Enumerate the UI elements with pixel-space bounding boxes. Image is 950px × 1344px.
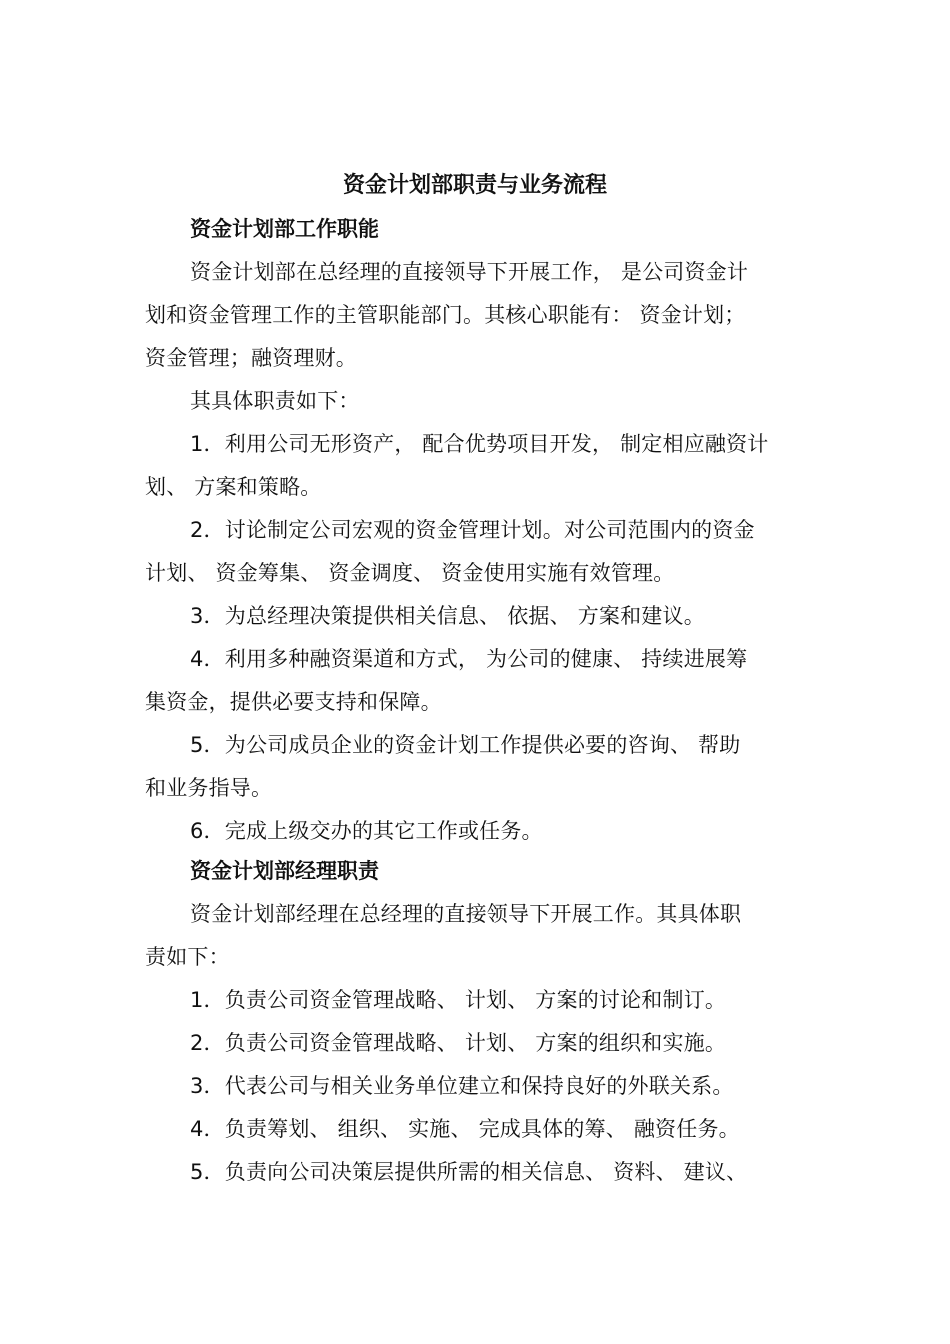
list-item: 1．负责公司资金管理战略、 计划、 方案的讨论和制订。 [190, 988, 727, 1012]
paragraph-line: 责如下： [145, 945, 230, 969]
list-item: 6．完成上级交办的其它工作或任务。 [190, 819, 543, 843]
document-title: 资金计划部职责与业务流程 [342, 173, 607, 198]
paragraph-line: 资金计划部在总经理的直接领导下开展工作， 是公司资金计 [190, 260, 749, 284]
list-item-continuation: 集资金，提供必要支持和保障。 [145, 690, 442, 714]
list-item: 2．讨论制定公司宏观的资金管理计划。对公司范围内的资金 [190, 518, 755, 542]
list-item-continuation: 划、 方案和策略。 [145, 475, 322, 499]
section-heading-manager-duties: 资金计划部经理职责 [190, 859, 379, 883]
paragraph-line: 资金管理；融资理财。 [145, 346, 357, 370]
list-item: 3．代表公司与相关业务单位建立和保持良好的外联关系。 [190, 1074, 734, 1098]
paragraph-line: 其具体职责如下： [190, 389, 360, 413]
list-item: 4．利用多种融资渠道和方式， 为公司的健康、 持续进展筹 [190, 647, 748, 671]
list-item-continuation: 和业务指导。 [145, 776, 273, 800]
list-item-continuation: 计划、 资金筹集、 资金调度、 资金使用实施有效管理。 [145, 561, 675, 585]
list-item: 2．负责公司资金管理战略、 计划、 方案的组织和实施。 [190, 1031, 727, 1055]
list-item: 4．负责筹划、 组织、 实施、 完成具体的筹、 融资任务。 [190, 1117, 740, 1141]
list-item: 5．负责向公司决策层提供所需的相关信息、 资料、 建议、 [190, 1160, 748, 1184]
section-heading-functions: 资金计划部工作职能 [190, 217, 379, 241]
paragraph-line: 资金计划部经理在总经理的直接领导下开展工作。其具体职 [190, 902, 742, 926]
list-item: 1．利用公司无形资产， 配合优势项目开发， 制定相应融资计 [190, 432, 769, 456]
paragraph-line: 划和资金管理工作的主管职能部门。其核心职能有： 资金计划； [145, 303, 746, 327]
list-item: 5．为公司成员企业的资金计划工作提供必要的咨询、 帮助 [190, 733, 741, 757]
list-item: 3．为总经理决策提供相关信息、 依据、 方案和建议。 [190, 604, 705, 628]
